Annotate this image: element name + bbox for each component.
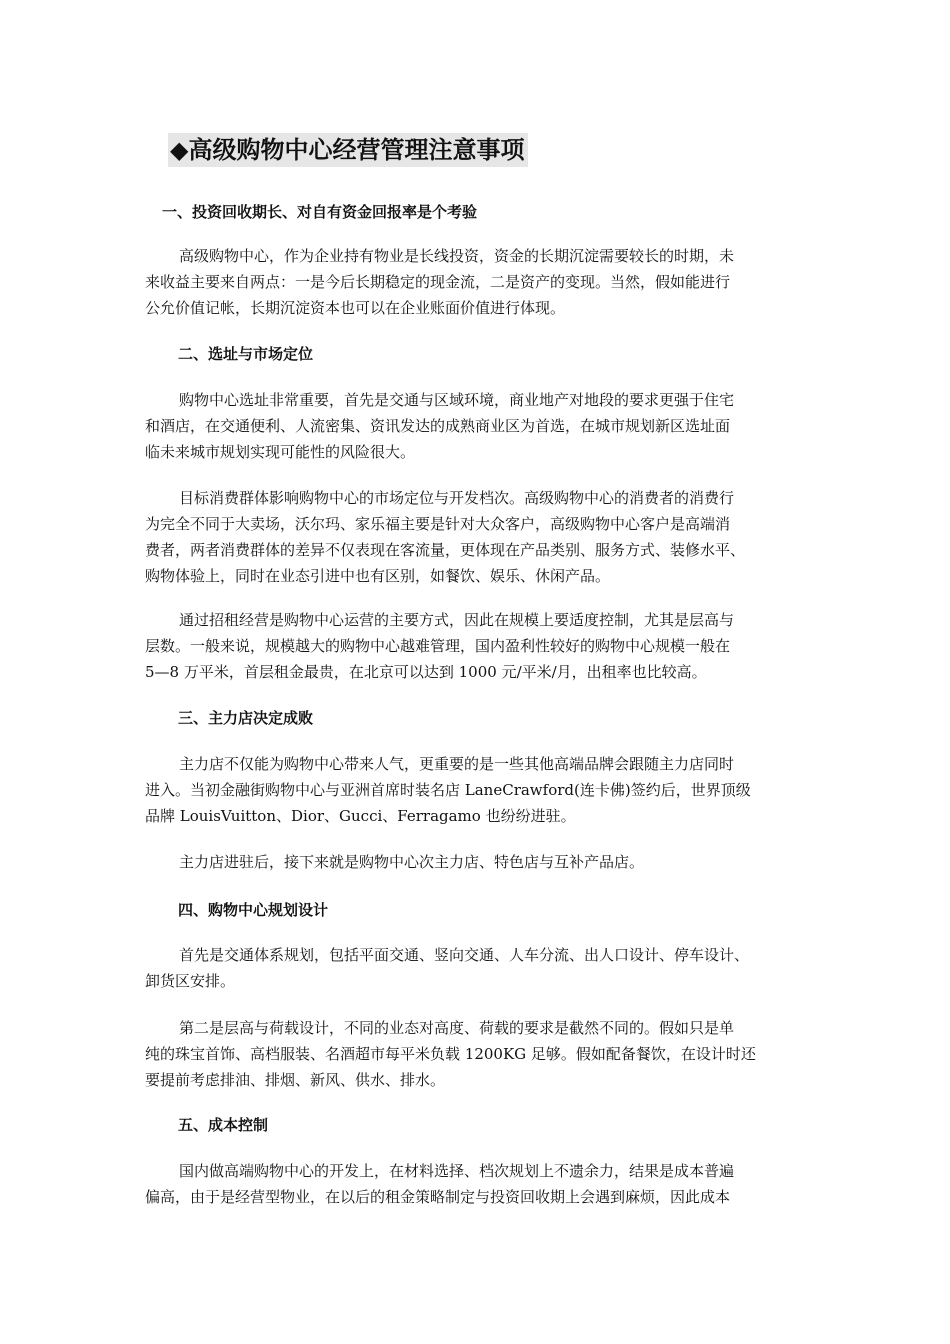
paragraph-line: 层数。一般来说，规模越大的购物中心越难管理，国内盈利性较好的购物中心规模一般在 [145, 637, 731, 655]
paragraph-line: 纯的珠宝首饰、高档服装、名酒超市每平米负载 1200KG 足够。假如配备餐饮，在设计时还 [145, 1045, 756, 1063]
paragraph-line: 目标消费群体影响购物中心的市场定位与开发档次。高级购物中心的消费者的消费行 [179, 489, 735, 507]
paragraph-line: 第二是层高与荷载设计，不同的业态对高度、荷载的要求是截然不同的。假如只是单 [179, 1019, 735, 1037]
paragraph-line: 进入。当初金融街购物中心与亚洲首席时装名店 LaneCrawford(连卡佛)签约后，世界顶级 [145, 781, 751, 799]
paragraph-line: 和酒店，在交通便利、人流密集、资讯发达的成熟商业区为首选，在城市规划新区选址面 [145, 417, 731, 435]
section-heading-3: 三、主力店决定成败 [178, 709, 314, 727]
paragraph-line: 主力店进驻后，接下来就是购物中心次主力店、特色店与互补产品店。 [179, 853, 645, 871]
section-heading-4: 四、购物中心规划设计 [178, 901, 329, 919]
paragraph-line: 购物体验上，同时在业态引进中也有区别，如餐饮、娱乐、休闲产品。 [145, 567, 611, 585]
paragraph-line: 购物中心选址非常重要，首先是交通与区域环境，商业地产对地段的要求更强于住宅 [179, 391, 735, 409]
paragraph [145, 942, 810, 994]
page-title: ◆高级购物中心经营管理注意事项 [168, 133, 528, 167]
paragraph-line: 通过招租经营是购物中心运营的主要方式，因此在规模上要适度控制，尤其是层高与 [179, 611, 735, 629]
paragraph [145, 751, 810, 829]
paragraph [145, 1158, 810, 1210]
paragraph-line: 品牌 LouisVuitton、Dior、Gucci、Ferragamo 也纷纷进驻。 [145, 807, 576, 825]
paragraph-line: 高级购物中心，作为企业持有物业是长线投资，资金的长期沉淀需要较长的时期，未 [179, 247, 735, 265]
paragraph [145, 485, 810, 589]
section-heading-5: 五、成本控制 [178, 1116, 269, 1134]
paragraph-line: 来收益主要来自两点：一是今后长期稳定的现金流，二是资产的变现。当然，假如能进行 [145, 273, 731, 291]
paragraph-line: 卸货区安排。 [145, 972, 236, 990]
paragraph [145, 243, 810, 321]
paragraph [145, 387, 810, 465]
section-heading-1: 一、投资回收期长、对自有资金回报率是个考验 [162, 203, 478, 221]
paragraph [145, 1015, 810, 1093]
section-heading-2: 二、选址与市场定位 [178, 345, 314, 363]
paragraph-line: 要提前考虑排油、排烟、新风、供水、排水。 [145, 1071, 446, 1089]
paragraph [145, 607, 810, 685]
paragraph-line: 5—8 万平米，首层租金最贵，在北京可以达到 1000 元/平米/月，出租率也比较高。 [145, 663, 707, 681]
paragraph-line: 公允价值记帐，长期沉淀资本也可以在企业账面价值进行体现。 [145, 299, 566, 317]
paragraph-line: 为完全不同于大卖场，沃尔玛、家乐福主要是针对大众客户，高级购物中心客户是高端消 [145, 515, 731, 533]
paragraph-line: 偏高，由于是经营型物业，在以后的租金策略制定与投资回收期上会遇到麻烦，因此成本 [145, 1188, 731, 1206]
paragraph-line: 主力店不仅能为购物中心带来人气，更重要的是一些其他高端品牌会跟随主力店同时 [179, 755, 735, 773]
paragraph-line: 首先是交通体系规划，包括平面交通、竖向交通、人车分流、出人口设计、停车设计、 [179, 946, 750, 964]
paragraph-line: 费者，两者消费群体的差异不仅表现在客流量，更体现在产品类别、服务方式、装修水平、 [145, 541, 746, 559]
paragraph [145, 849, 810, 875]
paragraph-line: 国内做高端购物中心的开发上，在材料选择、档次规划上不遗余力，结果是成本普遍 [179, 1162, 735, 1180]
paragraph-line: 临未来城市规划实现可能性的风险很大。 [145, 443, 416, 461]
